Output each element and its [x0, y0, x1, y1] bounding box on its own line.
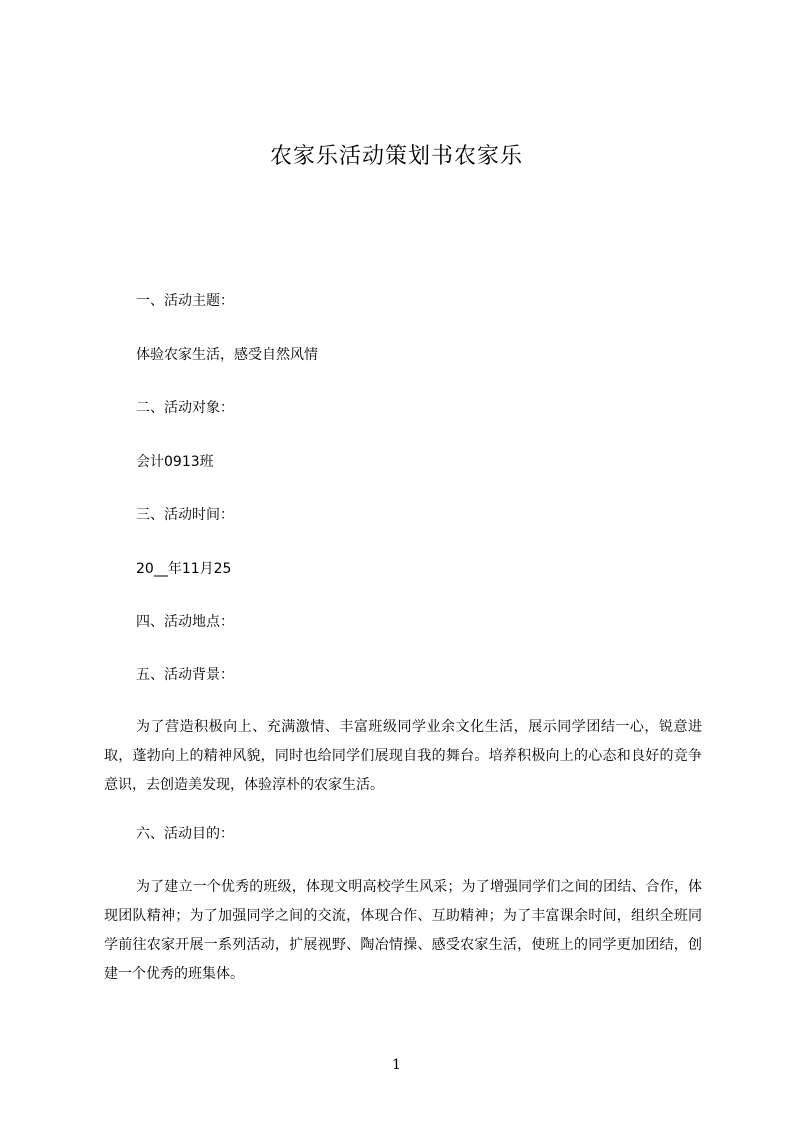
section-paragraph-purpose: 为了建立一个优秀的班级，体现文明高校学生风采；为了增强同学们之间的团结、合作，体现团队精神；为了加强同学之间的交流，体现合作、互助精神；为了丰富课余时间，组织全班同学前往农家开展一系列活动，扩展视野、陶冶情操、感受农家生活，使班上的同学更加团结，创建一个优秀的班集体。 [104, 879, 702, 982]
section-paragraph-background: 为了营造积极向上、充满激情、丰富班级同学业余文化生活，展示同学团结一心，锐意进取，蓬勃向上的精神风貌，同时也给同学们展现自我的舞台。培养积极向上的心态和良好的竞争意识，去创造美发现，体验淳朴的农家生活。 [104, 719, 702, 793]
section-content-target: 会计0913班 [136, 454, 214, 470]
section-heading-theme: 一、活动主题： [136, 293, 234, 309]
section-heading-location: 四、活动地点： [136, 614, 234, 630]
section-heading-purpose: 六、活动目的： [136, 826, 234, 842]
document-title: 农家乐活动策划书农家乐 [269, 144, 523, 169]
section-content-theme: 体验农家生活，感受自然风情 [136, 347, 318, 363]
section-heading-time: 三、活动时间： [136, 507, 234, 523]
section-heading-target: 二、活动对象： [136, 400, 234, 416]
section-heading-background: 五、活动背景： [136, 667, 234, 683]
section-content-time: 20__年11月25 [136, 561, 232, 577]
page-number: 1 [392, 1057, 401, 1073]
